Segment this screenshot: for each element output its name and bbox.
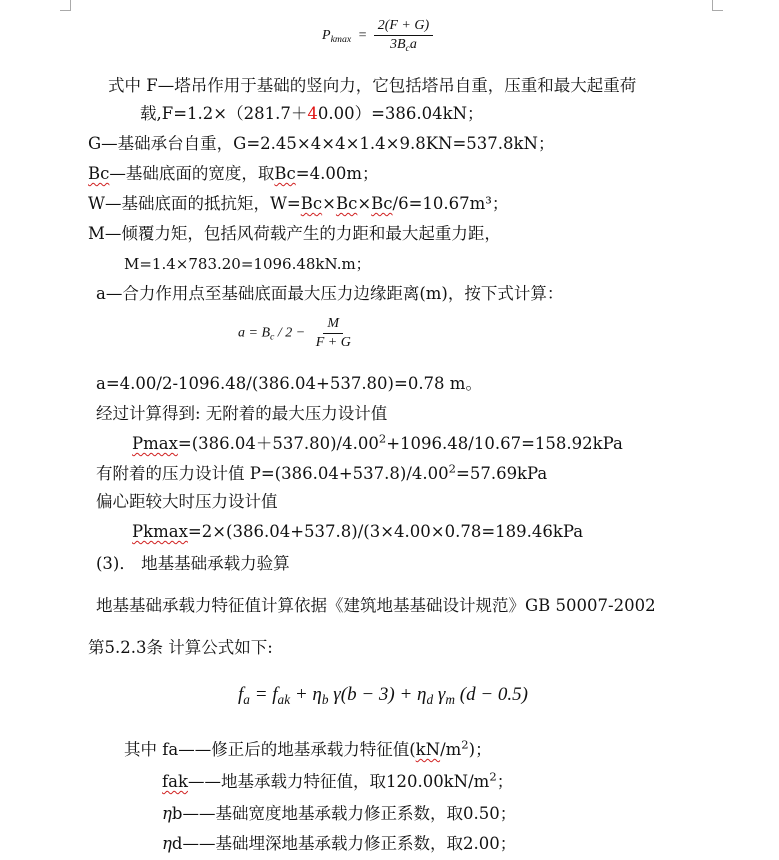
text-line-eta-d-definition: ηd——基础埋深地基承载力修正系数，取2.00；	[162, 834, 517, 853]
formula-pkmax-fraction: $\frac{2(F + G)}{3B_ca}$	[374, 18, 433, 53]
text-line-w-definition: W—基础底面的抵抗矩，W=Bc×Bc×Bc/6=10.67m³；	[88, 194, 509, 213]
formula-pkmax: $P_{kmax}$ = $\frac{2(F + G)}{3B_ca}$	[322, 18, 433, 53]
text-line-eta-b-definition: ηb——基础宽度地基承载力修正系数，取0.50；	[162, 804, 517, 823]
text-line-code-reference: 地基基础承载力特征值计算依据《建筑地基基础设计规范》GB 50007-2002	[96, 596, 656, 615]
text-line-a-definition: a—合力作用点至基础底面最大压力边缘距离(m)，按下式计算：	[96, 284, 564, 303]
formula-pkmax-lhs: $P_{kmax}$	[322, 27, 352, 45]
text-line-fak-definition: fak——地基承载力特征值，取$120.00kN/m^2$；	[162, 769, 514, 791]
text-line-a-value: a=4.00/2-1096.48/(386.04+537.80)=0.78 m。	[96, 374, 482, 393]
text-line-pmax: $Pmax=(386.04+537.80)/4.00^2+1096.48/10.67=158.92kPa$	[132, 431, 623, 453]
page-corner-mark-right	[712, 0, 723, 11]
text-line-g-definition: G—基础承台自重，G=2.45×4×4×1.4×9.8KN=537.8kN；	[88, 134, 555, 153]
text-line-eccentric-label: 偏心距较大时压力设计值	[96, 492, 278, 511]
text-line-force-definition: 式中 F—塔吊作用于基础的竖向力，它包括塔吊自重，压重和最大起重荷	[108, 76, 637, 95]
text-line-calc-result: 经过计算得到: 无附着的最大压力设计值	[96, 404, 388, 423]
formula-a: $a = B_c / 2$ − $\frac{M}{F + G}$	[238, 316, 355, 351]
text-line-clause: 第5.2.3条 计算公式如下:	[88, 638, 273, 657]
formula-a-fraction: $\frac{M}{F + G}$	[315, 316, 351, 350]
page-corner-mark-left	[60, 0, 71, 11]
section-heading-bearing-check: (3)． 地基基础承载力验算	[96, 554, 290, 573]
text-line-bc-definition: Bc—基础底面的宽度，取Bc=4.00m；	[88, 164, 379, 183]
formula-fa: $f_a = f_{ak} + \eta_b$ $\gamma(b - 3) + \eta_d$ $\gamma_m$ (d − 0.5)	[238, 684, 528, 707]
text-line-p-attached: 有附着的压力设计值 $P=(386.04+537.8)/4.00^2=57.69kPa$	[96, 461, 548, 483]
text-line-fa-definition: 其中 fa——修正后的地基承载力特征值$(kN/m^2)$；	[124, 737, 492, 759]
text-line-force-value: 载,F=1.2×（281.7＋40.00）=386.04kN；	[140, 104, 484, 123]
text-line-pkmax: Pkmax=2×(386.04+537.8)/(3×4.00×0.78=189.46kPa	[132, 522, 584, 541]
text-line-m-definition: M—倾覆力矩，包括风荷载产生的力距和最大起重力距，	[88, 224, 501, 243]
red-digit: 4	[307, 104, 318, 123]
text-line-m-value: M=1.4×783.20=1096.48kN.m；	[124, 255, 371, 273]
